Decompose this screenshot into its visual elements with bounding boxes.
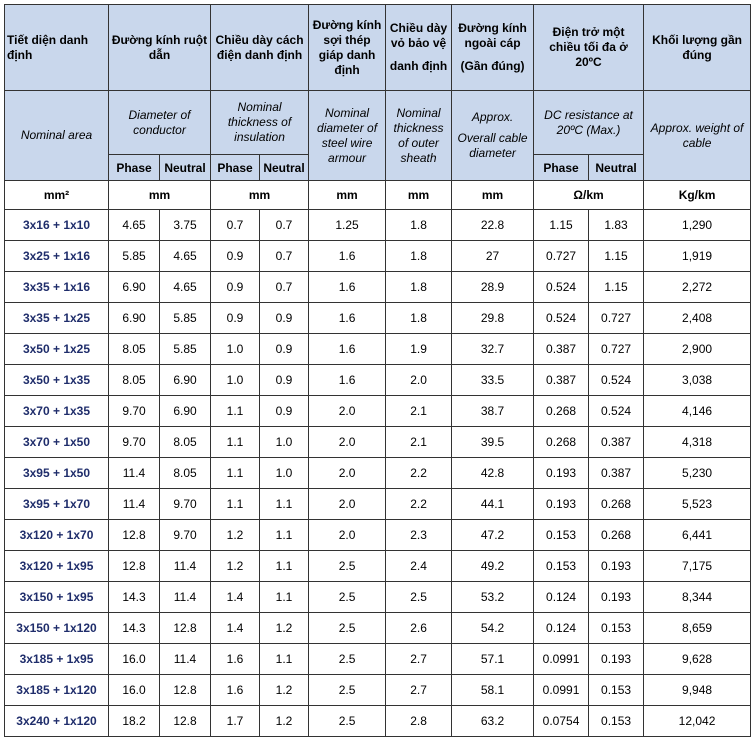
cell-insulation-phase: 1.6 [211,644,260,675]
cell-weight: 5,230 [644,458,751,489]
cell-conductor-neutral: 5.85 [160,303,211,334]
cell-weight: 5,523 [644,489,751,520]
header-overall-en-line1: Approx. [471,110,514,124]
cell-dc-phase: 0.0991 [534,644,589,675]
cell-conductor-neutral: 4.65 [160,272,211,303]
cell-weight: 12,042 [644,706,751,737]
header-sheath-vn [386,5,452,91]
cell-insulation-phase: 1.1 [211,427,260,458]
cell-dc-neutral: 0.193 [589,582,644,613]
unit-overall: mm [452,181,534,210]
cell-dc-phase: 0.153 [534,551,589,582]
cell-sheath: 2.6 [386,613,452,644]
table-row [5,458,751,489]
cell-dc-neutral: 0.153 [589,613,644,644]
header-armour-vn: Đường kính sợi thép giáp danh định [309,5,386,91]
header-dc-vn: Điện trở một chiều tối đa ở 20ºC [534,5,644,91]
header-overall-vn-line2: (Gần đúng) [460,59,525,73]
table-row [5,427,751,458]
table-row [5,520,751,551]
cell-insulation-phase: 1.1 [211,396,260,427]
cell-armour: 2.0 [309,458,386,489]
table-row [5,551,751,582]
cell-conductor-neutral: 11.4 [160,582,211,613]
cell-weight: 7,175 [644,551,751,582]
cell-dc-neutral: 1.15 [589,241,644,272]
cell-insulation-neutral: 1.1 [260,551,309,582]
cell-insulation-phase: 1.7 [211,706,260,737]
cell-sheath: 1.8 [386,210,452,241]
cell-conductor-neutral: 12.8 [160,613,211,644]
header-conductor-en: Diameter of conductor [109,91,211,155]
sub-dc-neutral: Neutral [589,155,644,181]
cell-dc-neutral: 0.727 [589,334,644,365]
cell-conductor-neutral: 6.90 [160,365,211,396]
cell-armour: 2.5 [309,613,386,644]
cell-sheath: 2.2 [386,458,452,489]
cell-dc-phase: 1.15 [534,210,589,241]
cell-armour: 1.6 [309,303,386,334]
unit-conductor: mm [109,181,211,210]
table-row [5,706,751,737]
cell-sheath: 1.8 [386,241,452,272]
cell-sheath: 1.9 [386,334,452,365]
cell-sheath: 2.2 [386,489,452,520]
cell-size: 3x16 + 1x10 [5,210,109,241]
cell-size: 3x185 + 1x95 [5,644,109,675]
cell-insulation-neutral: 1.1 [260,520,309,551]
cell-sheath: 1.8 [386,303,452,334]
cell-conductor-phase: 16.0 [109,675,160,706]
cell-overall: 29.8 [452,303,534,334]
cell-size: 3x50 + 1x35 [5,365,109,396]
cell-dc-phase: 0.0754 [534,706,589,737]
sub-insulation-neutral: Neutral [260,155,309,181]
cell-conductor-phase: 6.90 [109,303,160,334]
cell-size: 3x120 + 1x95 [5,551,109,582]
cell-armour: 2.0 [309,520,386,551]
table-row [5,241,751,272]
cell-insulation-phase: 0.9 [211,303,260,334]
cell-insulation-neutral: 1.2 [260,706,309,737]
cell-weight: 2,900 [644,334,751,365]
cell-size: 3x70 + 1x35 [5,396,109,427]
cell-size: 3x185 + 1x120 [5,675,109,706]
cell-sheath: 2.7 [386,644,452,675]
cell-conductor-phase: 16.0 [109,644,160,675]
header-area-vn: Tiết diện danh định [5,5,109,91]
cell-conductor-phase: 9.70 [109,427,160,458]
cell-insulation-neutral: 0.7 [260,241,309,272]
cell-size: 3x70 + 1x50 [5,427,109,458]
cell-armour: 2.5 [309,551,386,582]
cell-sheath: 2.5 [386,582,452,613]
cell-conductor-neutral: 4.65 [160,241,211,272]
cell-armour: 2.5 [309,644,386,675]
cell-conductor-neutral: 6.90 [160,396,211,427]
cell-insulation-phase: 1.2 [211,520,260,551]
cell-insulation-neutral: 0.7 [260,272,309,303]
sub-dc-phase: Phase [534,155,589,181]
header-overall-vn [452,5,534,91]
header-weight-en: Approx. weight of cable [644,91,751,181]
cell-overall: 47.2 [452,520,534,551]
cell-weight: 3,038 [644,365,751,396]
cell-sheath: 2.0 [386,365,452,396]
cell-dc-phase: 0.524 [534,272,589,303]
cell-conductor-neutral: 8.05 [160,427,211,458]
header-sheath-vn-line1: Chiều dày vỏ bảo vệ [389,21,448,50]
cell-conductor-phase: 14.3 [109,613,160,644]
cell-size: 3x240 + 1x120 [5,706,109,737]
header-sheath-en: Nominal thickness of outer sheath [386,91,452,181]
cell-dc-neutral: 0.268 [589,489,644,520]
cell-conductor-neutral: 11.4 [160,644,211,675]
cell-conductor-phase: 18.2 [109,706,160,737]
cell-sheath: 2.8 [386,706,452,737]
cell-dc-phase: 0.153 [534,520,589,551]
cell-dc-neutral: 1.15 [589,272,644,303]
cell-overall: 53.2 [452,582,534,613]
cell-conductor-phase: 11.4 [109,458,160,489]
cell-insulation-neutral: 0.9 [260,365,309,396]
cell-overall: 49.2 [452,551,534,582]
table-row [5,396,751,427]
table-row [5,582,751,613]
cell-weight: 2,272 [644,272,751,303]
cell-dc-phase: 0.0991 [534,675,589,706]
cell-overall: 44.1 [452,489,534,520]
table-row [5,272,751,303]
cell-insulation-neutral: 0.9 [260,334,309,365]
cell-armour: 2.5 [309,706,386,737]
cell-overall: 63.2 [452,706,534,737]
cell-size: 3x120 + 1x70 [5,520,109,551]
cell-insulation-phase: 1.0 [211,334,260,365]
cell-sheath: 1.8 [386,272,452,303]
cell-dc-phase: 0.268 [534,396,589,427]
cell-overall: 27 [452,241,534,272]
cell-dc-phase: 0.387 [534,334,589,365]
cell-size: 3x150 + 1x120 [5,613,109,644]
cell-size: 3x35 + 1x25 [5,303,109,334]
unit-sheath: mm [386,181,452,210]
cell-dc-neutral: 0.524 [589,396,644,427]
cell-conductor-phase: 8.05 [109,365,160,396]
cell-armour: 2.0 [309,396,386,427]
cell-sheath: 2.3 [386,520,452,551]
cell-weight: 8,659 [644,613,751,644]
cell-size: 3x50 + 1x25 [5,334,109,365]
cell-conductor-phase: 9.70 [109,396,160,427]
cell-insulation-neutral: 0.7 [260,210,309,241]
cell-insulation-phase: 1.1 [211,458,260,489]
cell-dc-phase: 0.193 [534,458,589,489]
cell-sheath: 2.1 [386,427,452,458]
header-conductor-vn: Đường kính ruột dẫn [109,5,211,91]
cell-insulation-phase: 0.9 [211,241,260,272]
cell-dc-neutral: 0.193 [589,551,644,582]
unit-insulation: mm [211,181,309,210]
header-weight-vn: Khối lượng gần đúng [644,5,751,91]
cell-dc-phase: 0.193 [534,489,589,520]
cell-overall: 22.8 [452,210,534,241]
cell-weight: 9,948 [644,675,751,706]
cell-insulation-neutral: 1.1 [260,489,309,520]
cell-overall: 54.2 [452,613,534,644]
cell-dc-neutral: 0.387 [589,458,644,489]
table-row [5,644,751,675]
cell-insulation-neutral: 0.9 [260,396,309,427]
header-overall-en [452,91,534,181]
cell-armour: 1.25 [309,210,386,241]
cell-weight: 4,146 [644,396,751,427]
sub-conductor-neutral: Neutral [160,155,211,181]
cell-armour: 1.6 [309,365,386,396]
cell-insulation-neutral: 0.9 [260,303,309,334]
cable-spec-table [4,4,751,737]
cell-armour: 1.6 [309,334,386,365]
cell-insulation-phase: 1.4 [211,613,260,644]
header-overall-vn-line1: Đường kính ngoài cáp [458,21,527,50]
unit-armour: mm [309,181,386,210]
cell-sheath: 2.7 [386,675,452,706]
cell-dc-neutral: 0.727 [589,303,644,334]
cell-conductor-phase: 8.05 [109,334,160,365]
unit-area: mm² [5,181,109,210]
cell-insulation-phase: 0.7 [211,210,260,241]
cell-armour: 2.5 [309,582,386,613]
cell-overall: 58.1 [452,675,534,706]
cell-overall: 57.1 [452,644,534,675]
cell-conductor-phase: 6.90 [109,272,160,303]
cell-size: 3x95 + 1x70 [5,489,109,520]
cell-dc-phase: 0.524 [534,303,589,334]
cell-insulation-neutral: 1.1 [260,644,309,675]
sub-insulation-phase: Phase [211,155,260,181]
cell-conductor-neutral: 5.85 [160,334,211,365]
sub-conductor-phase: Phase [109,155,160,181]
table-row [5,334,751,365]
cell-armour: 1.6 [309,272,386,303]
cell-conductor-neutral: 8.05 [160,458,211,489]
cell-insulation-neutral: 1.2 [260,675,309,706]
cell-dc-neutral: 0.268 [589,520,644,551]
header-sheath-vn-line2: danh định [389,59,448,73]
cell-conductor-neutral: 9.70 [160,520,211,551]
cell-armour: 2.5 [309,675,386,706]
cell-dc-phase: 0.124 [534,613,589,644]
unit-weight: Kg/km [644,181,751,210]
cell-overall: 33.5 [452,365,534,396]
cell-insulation-phase: 1.1 [211,489,260,520]
cell-overall: 38.7 [452,396,534,427]
cell-weight: 8,344 [644,582,751,613]
header-dc-en: DC resistance at 20ºC (Max.) [534,91,644,155]
header-armour-en: Nominal diameter of steel wire armour [309,91,386,181]
cell-weight: 1,290 [644,210,751,241]
cell-conductor-phase: 5.85 [109,241,160,272]
table-row [5,365,751,396]
cell-dc-neutral: 0.387 [589,427,644,458]
cell-insulation-neutral: 1.1 [260,582,309,613]
cell-insulation-phase: 1.6 [211,675,260,706]
data-rows [5,210,751,737]
cell-dc-phase: 0.727 [534,241,589,272]
cell-conductor-phase: 12.8 [109,520,160,551]
cell-sheath: 2.1 [386,396,452,427]
cell-insulation-neutral: 1.2 [260,613,309,644]
cell-armour: 1.6 [309,241,386,272]
cell-conductor-phase: 4.65 [109,210,160,241]
header-overall-en-line2: Overall cable diameter [457,131,528,160]
cell-insulation-neutral: 1.0 [260,458,309,489]
cell-conductor-neutral: 3.75 [160,210,211,241]
cell-dc-phase: 0.387 [534,365,589,396]
cell-overall: 39.5 [452,427,534,458]
cell-conductor-phase: 11.4 [109,489,160,520]
unit-dc: Ω/km [534,181,644,210]
cell-conductor-neutral: 11.4 [160,551,211,582]
cell-sheath: 2.4 [386,551,452,582]
cell-dc-neutral: 0.193 [589,644,644,675]
cell-insulation-neutral: 1.0 [260,427,309,458]
cell-weight: 4,318 [644,427,751,458]
cell-conductor-neutral: 12.8 [160,706,211,737]
table-row [5,613,751,644]
cell-overall: 42.8 [452,458,534,489]
cell-size: 3x35 + 1x16 [5,272,109,303]
cell-overall: 28.9 [452,272,534,303]
cell-dc-neutral: 0.153 [589,675,644,706]
table-row [5,303,751,334]
cell-size: 3x95 + 1x50 [5,458,109,489]
cell-armour: 2.0 [309,427,386,458]
cell-insulation-phase: 0.9 [211,272,260,303]
cell-dc-neutral: 1.83 [589,210,644,241]
cell-insulation-phase: 1.0 [211,365,260,396]
cell-size: 3x25 + 1x16 [5,241,109,272]
cell-weight: 1,919 [644,241,751,272]
table-row [5,489,751,520]
header-insulation-vn: Chiều dày cách điện danh định [211,5,309,91]
cell-dc-phase: 0.124 [534,582,589,613]
cell-insulation-phase: 1.2 [211,551,260,582]
cell-size: 3x150 + 1x95 [5,582,109,613]
cell-dc-neutral: 0.524 [589,365,644,396]
cell-overall: 32.7 [452,334,534,365]
cell-weight: 9,628 [644,644,751,675]
cell-conductor-phase: 14.3 [109,582,160,613]
cell-weight: 2,408 [644,303,751,334]
cell-insulation-phase: 1.4 [211,582,260,613]
cell-conductor-phase: 12.8 [109,551,160,582]
cell-weight: 6,441 [644,520,751,551]
cell-dc-phase: 0.268 [534,427,589,458]
header-area-en: Nominal area [5,91,109,181]
cell-conductor-neutral: 12.8 [160,675,211,706]
cell-armour: 2.0 [309,489,386,520]
table-row [5,210,751,241]
header-insulation-en: Nominal thickness of insulation [211,91,309,155]
table-row [5,675,751,706]
cell-conductor-neutral: 9.70 [160,489,211,520]
cell-dc-neutral: 0.153 [589,706,644,737]
